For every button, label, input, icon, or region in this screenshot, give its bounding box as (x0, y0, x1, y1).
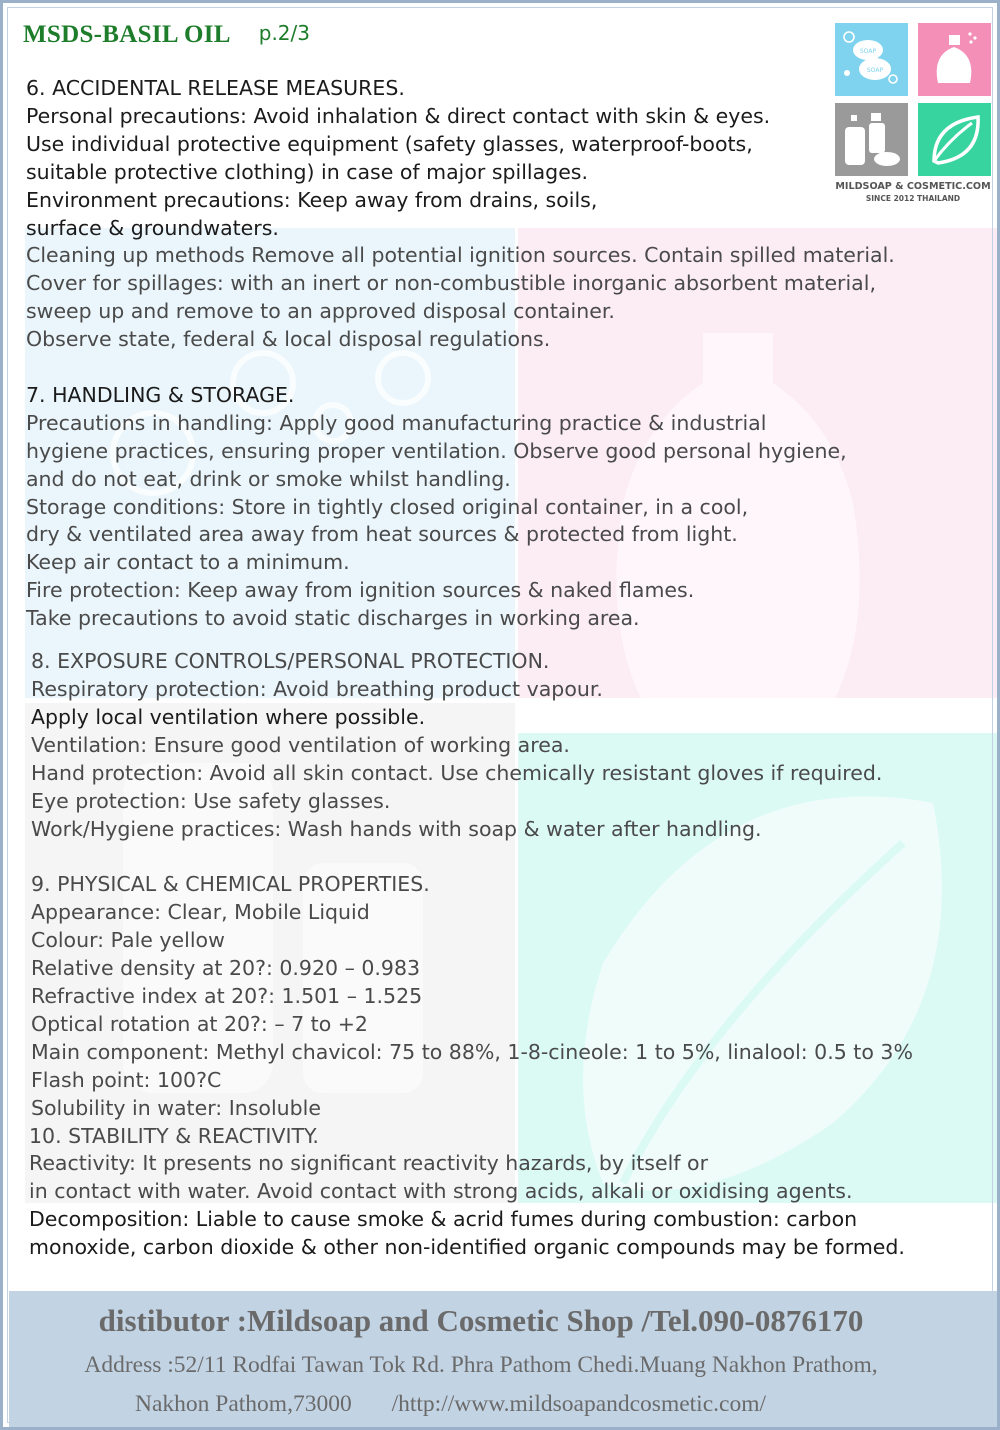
section-line: monoxide, carbon dioxide & other non-identified organic compounds may be formed. (29, 1235, 905, 1260)
brand-since: SINCE 2012 THAILAND (865, 194, 961, 203)
section-line: Cover for spillages: with an inert or non-combustible inorganic absorbent material, (26, 271, 876, 296)
section-heading: 7. HANDLING & STORAGE. (26, 382, 295, 407)
section-line: hygiene practices, ensuring proper ventilation. Observe good personal hygiene, (26, 438, 847, 463)
section-line: in contact with water. Avoid contact with strong acids, alkali or oxidising agents. (29, 1179, 853, 1204)
section-accidental-release (26, 75, 991, 354)
distributor-name: distibutor :Mildsoap and Cosmetic Shop /Tel.090-0876170 (98, 1303, 864, 1338)
section-line: dry & ventilated area away from heat sources & protected from light. (26, 522, 738, 547)
section-line: Ventilation: Ensure good ventilation of working area. (31, 732, 570, 757)
msds-content (26, 75, 991, 1262)
section-line: Observe state, federal & local disposal regulations. (26, 327, 551, 352)
section-line: Storage conditions: Store in tightly closed original container, in a cool, (26, 494, 749, 519)
section-line: Eye protection: Use safety glasses. (31, 788, 391, 813)
section-line: Relative density at 20?: 0.920 – 0.983 (31, 956, 421, 981)
section-heading: 8. EXPOSURE CONTROLS/PERSONAL PROTECTION. (31, 649, 550, 674)
section-stability-reactivity (26, 1123, 991, 1263)
section-heading: 10. STABILITY & REACTIVITY. (29, 1123, 319, 1148)
section-line: Main component: Methyl chavicol: 75 to 88%, 1-8-cineole: 1 to 5%, linalool: 0.5 to 3% (31, 1039, 913, 1064)
document-header (23, 21, 310, 61)
section-line: Use individual protective equipment (safety glasses, waterproof-boots, (26, 131, 753, 156)
section-line: Take precautions to avoid static discharges in working area. (26, 606, 640, 631)
page-number: p.2/3 (258, 21, 310, 45)
section-line: Keep air contact to a minimum. (26, 550, 350, 575)
section-line: Decomposition: Liable to cause smoke & acrid fumes during combustion: carbon (29, 1207, 858, 1232)
section-line: Apply local ventilation where possible. (31, 704, 426, 729)
section-line: and do not eat, drink or smoke whilst handling. (26, 466, 511, 491)
section-line: Precautions in handling: Apply good manufacturing practice & industrial (26, 410, 767, 435)
distributor-city: Nakhon Pathom,73000 (135, 1391, 352, 1417)
section-line: Solubility in water: Insoluble (31, 1095, 321, 1120)
section-heading: 6. ACCIDENTAL RELEASE MEASURES. (26, 76, 405, 100)
section-line: Optical rotation at 20?: – 7 to +2 (31, 1011, 368, 1036)
section-line: Refractive index at 20?: 1.501 – 1.525 (31, 983, 423, 1008)
section-line: sweep up and remove to an approved disposal container. (26, 299, 615, 324)
website-link[interactable]: /http://www.mildsoapandcosmetic.com/ (391, 1391, 767, 1417)
distributor-address: Address :52/11 Rodfai Tawan Tok Rd. Phra Pathom Chedi.Muang Nakhon Prathom, (84, 1352, 878, 1378)
section-physical-properties (26, 871, 991, 1122)
soap-label-2: SOAP (866, 67, 884, 74)
section-line: Reactivity: It presents no significant reactivity hazards, by itself or (29, 1151, 709, 1176)
section-line: Personal precautions: Avoid inhalation & direct contact with skin & eyes. (26, 103, 771, 128)
distributor-footer (9, 1291, 997, 1427)
section-line: Environment precautions: Keep away from drains, soils, (26, 187, 598, 212)
section-line: Colour: Pale yellow (31, 928, 225, 953)
section-exposure-controls (26, 648, 991, 843)
section-line: Appearance: Clear, Mobile Liquid (31, 900, 370, 925)
section-handling-storage (26, 382, 991, 633)
brand-name: MILDSOAP & COSMETIC.COM (835, 181, 991, 192)
section-line: Cleaning up methods Remove all potential ignition sources. Contain spilled material. (26, 243, 895, 268)
section-line: Fire protection: Keep away from ignition sources & naked flames. (26, 578, 695, 603)
section-heading: 9. PHYSICAL & CHEMICAL PROPERTIES. (31, 872, 430, 897)
section-line: Respiratory protection: Avoid breathing product vapour. (31, 677, 603, 702)
section-line: suitable protective clothing) in case of major spillages. (26, 159, 589, 184)
distributor-address-line-2 (135, 1391, 766, 1418)
section-line: Flash point: 100?C (31, 1067, 222, 1092)
section-line: surface & groundwaters. (26, 215, 279, 240)
section-line: Hand protection: Avoid all skin contact. Use chemically resistant gloves if required. (31, 760, 883, 785)
soap-label-1: SOAP (859, 48, 877, 55)
section-line: Work/Hygiene practices: Wash hands with soap & water after handling. (31, 816, 762, 841)
document-title: MSDS-BASIL OIL (23, 21, 231, 48)
